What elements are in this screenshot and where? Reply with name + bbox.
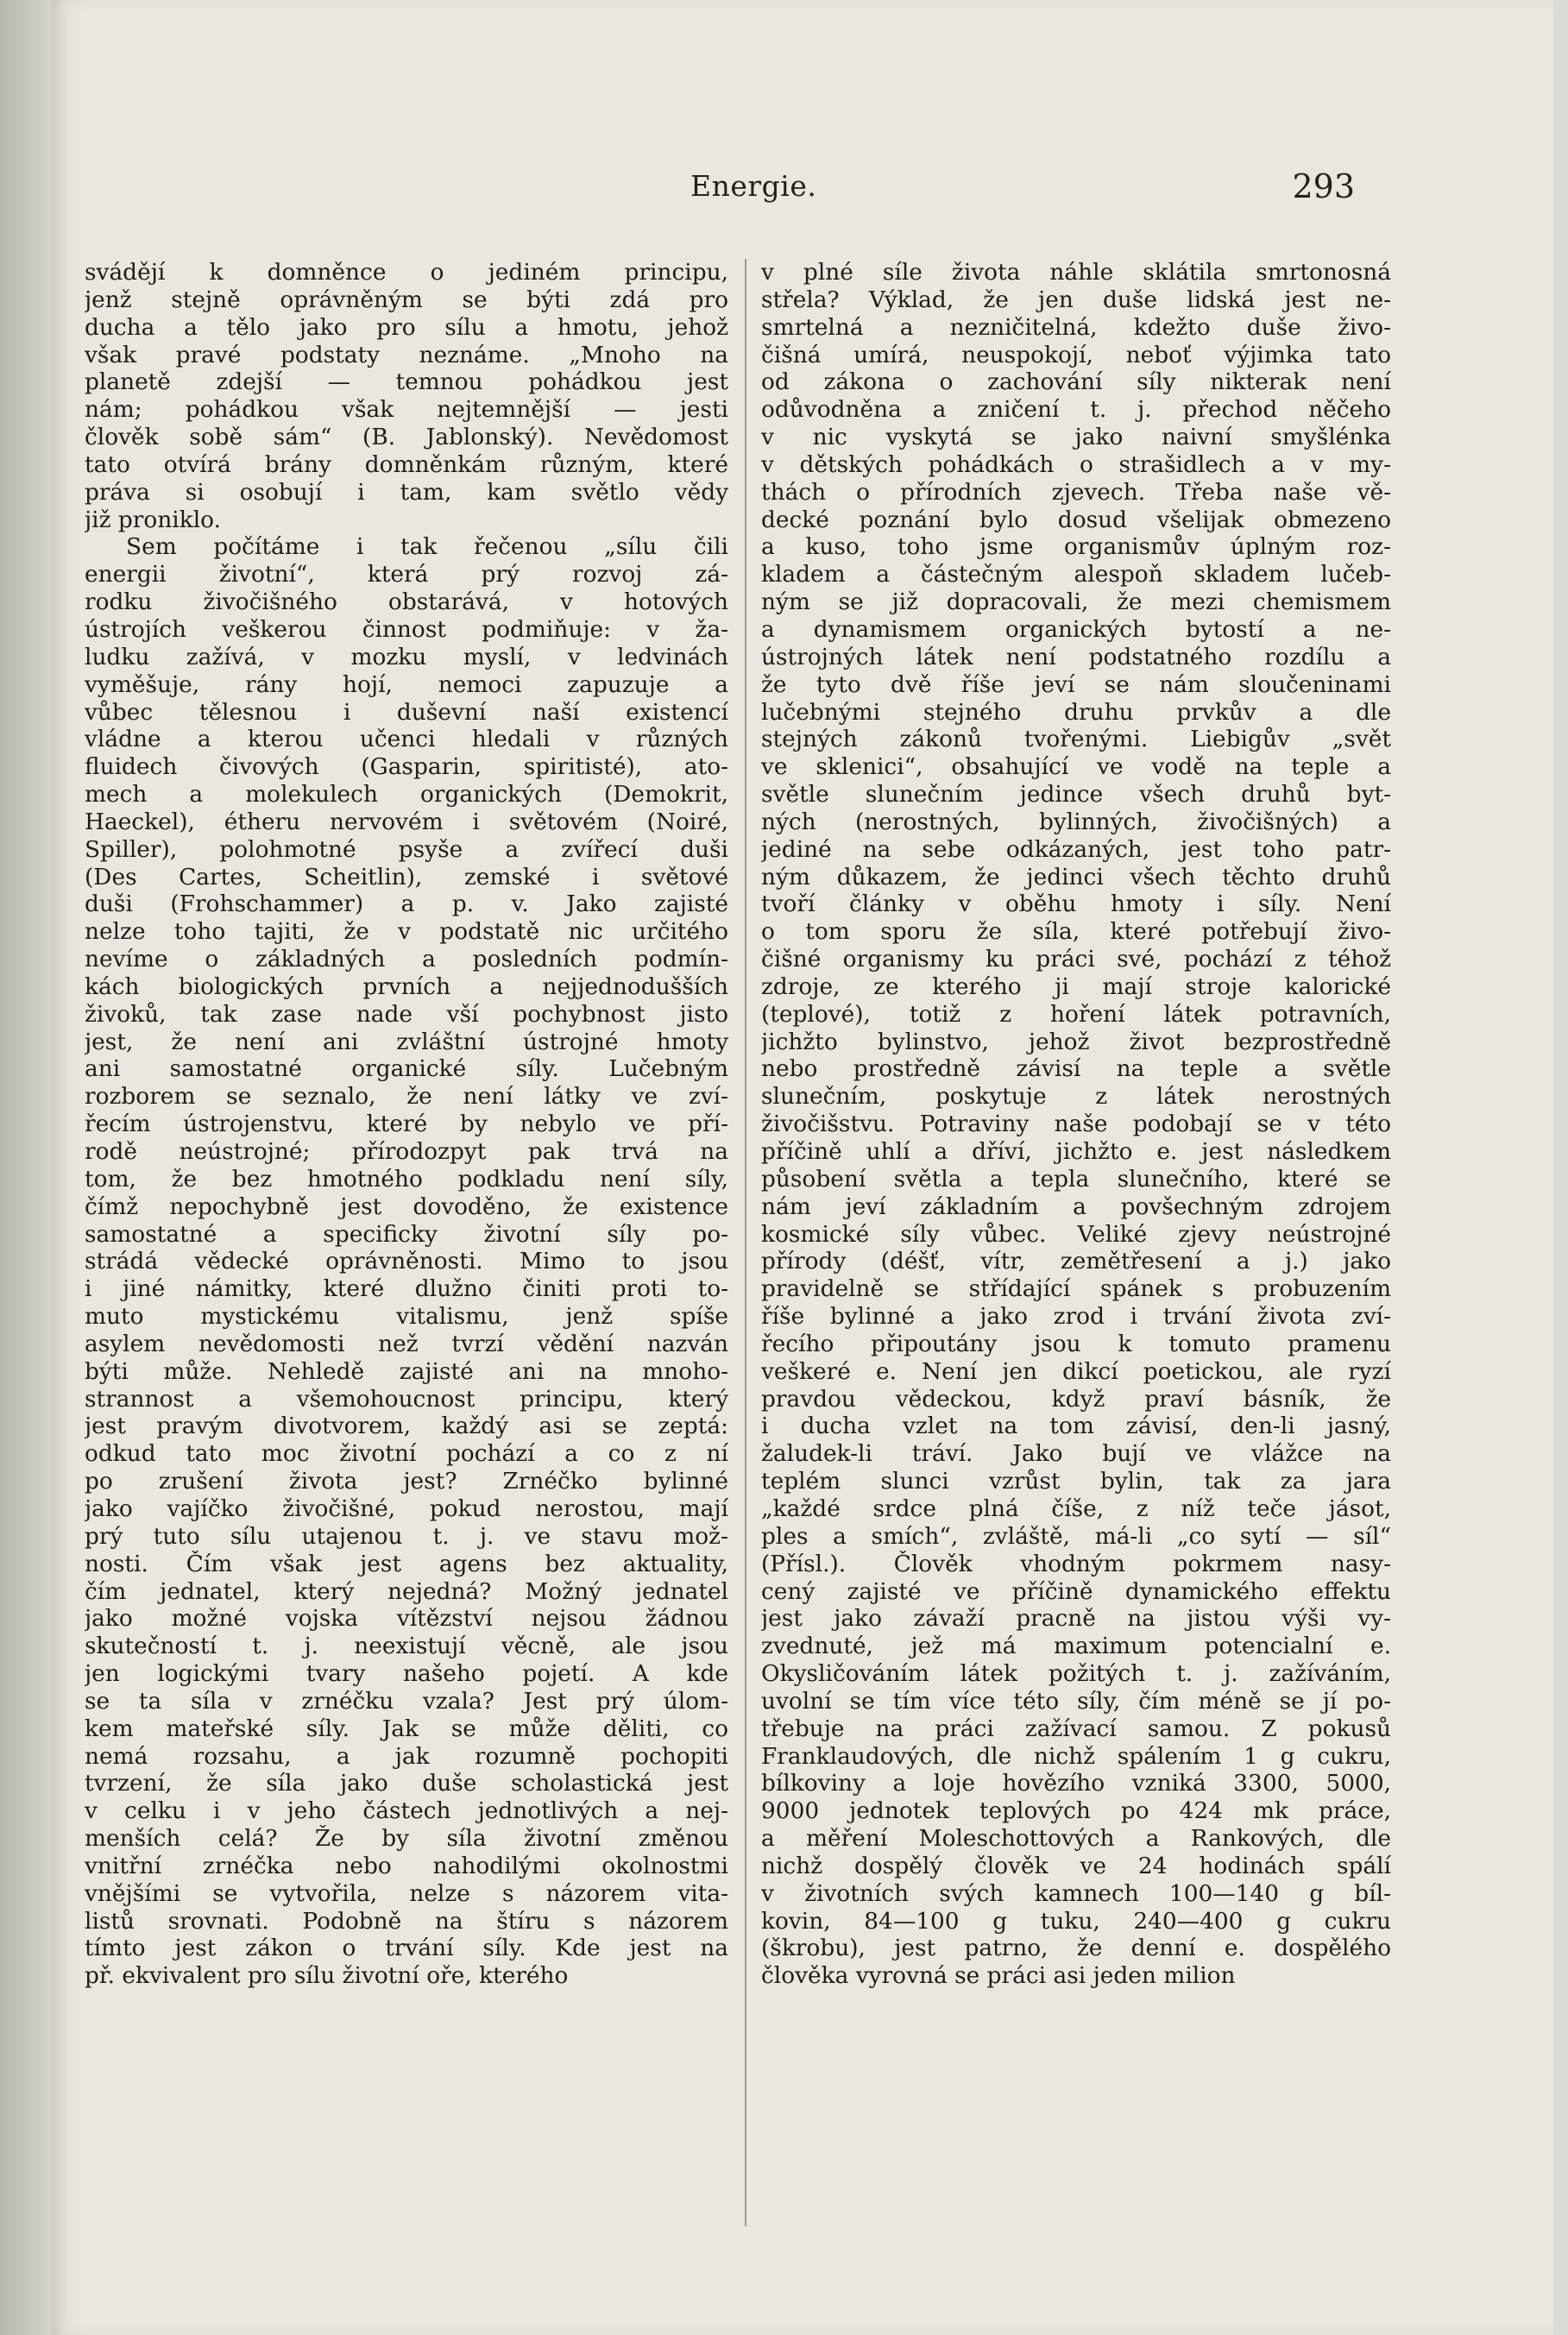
text-line: kovin, 84—100 g tuku, 240—400 g cukru [761,1907,1391,1935]
text-line: nosti. Čím však jest agens bez aktuality, [85,1550,728,1577]
text-line: cený zajisté ve příčině dynamického effektu [761,1577,1391,1605]
text-line: teplém slunci vzrůst bylin, tak za jara [761,1468,1391,1495]
text-line: muto mystickému vitalismu, jenž spíše [85,1303,728,1331]
text-line: fluidech čivových (Gasparin, spiritisté), ato- [85,753,728,781]
text-line: Spiller), polohmotné psyše a zvířecí duši [85,835,728,863]
text-line: jest pravým divotvorem, každý asi se zeptá: [85,1413,728,1440]
text-line: ústrojných látek není podstatného rozdílu a [761,643,1391,670]
text-line: nebo prostředně závisí na teple a světle [761,1055,1391,1083]
text-line: o tom sporu že síla, které potřebují živo- [761,918,1391,946]
text-line: skutečností t. j. neexistují věcně, ale jsou [85,1633,728,1660]
text-line: ných (nerostných, bylinných, živočišných) a [761,808,1391,835]
text-line: i ducha vzlet na tom závisí, den-li jasný, [761,1413,1391,1440]
text-line: býti může. Nehledě zajisté ani na mnoho- [85,1357,728,1385]
text-line: Franklaudových, dle nichž spálením 1 g cukru, [761,1742,1391,1770]
text-line: rozborem se seznalo, že není látky ve zví- [85,1083,728,1111]
text-line: přírody (déšť, vítr, zemětřesení a j.) jako [761,1248,1391,1275]
text-line: člověk sobě sám“ (B. Jablonský). Nevědomost [85,424,728,451]
text-line: kosmické síly vůbec. Veliké zjevy neústrojné [761,1220,1391,1248]
text-line: živoků, tak zase nade vší pochybnost jisto [85,1000,728,1028]
text-line: menších celá? Že by síla životní změnou [85,1825,728,1853]
text-line: po zrušení života jest? Zrnéčko bylinné [85,1468,728,1495]
text-line: a dynamismem organických bytostí a ne- [761,615,1391,643]
text-line: a kuso, toho jsme organismův úplným roz- [761,533,1391,561]
text-line: odůvodněna a zničení t. j. přechod něčeho [761,396,1391,424]
text-line: žaludek-li tráví. Jako bují ve vlážce na [761,1440,1391,1468]
text-line: čišná umírá, neuspokojí, neboť výjimka tato [761,341,1391,368]
text-line: smrtelná a nezničitelná, kdežto duše živo- [761,313,1391,341]
text-line: v plné síle života náhle sklátila smrtonosná [761,259,1391,286]
text-line: Sem počítáme i tak řečenou „sílu čili [126,533,728,561]
text-line: již proniklo. [85,506,221,533]
text-line: a měření Moleschottových a Rankových, dle [761,1825,1391,1853]
text-line: nemá rozsahu, a jak rozumně pochopiti [85,1742,728,1770]
text-line: vůbec tělesnou i duševní naší existencí [85,698,728,726]
text-line: duši (Frohschammer) a p. v. Jako zajisté [85,891,728,918]
text-line: působení světla a tepla slunečního, které se [761,1165,1391,1193]
text-line: (Přísl.). Člověk vhodným pokrmem nasy- [761,1550,1391,1577]
text-line: př. ekvivalent pro sílu životní oře, kterého [85,1962,569,1990]
text-line: 9000 jednotek teplových po 424 mk práce, [761,1797,1391,1825]
text-line: strannost a všemohoucnost principu, který [85,1385,728,1413]
text-line: že tyto dvě říše jeví se nám sloučeninami [761,670,1391,698]
text-line: samostatné a specificky životní síly po- [85,1220,728,1248]
text-line: řecím ústrojenstvu, které by nebylo ve pří- [85,1111,728,1138]
text-line: thách o přírodních zjevech. Třeba naše vě- [761,478,1391,506]
text-line: ným důkazem, že jedinci všech těchto druhů [761,863,1391,891]
right-text-column [761,259,1391,1990]
text-line: kladem a částečným alespoň skladem lučeb- [761,561,1391,588]
text-line: i jiné námitky, které dlužno činiti proti to- [85,1275,728,1303]
text-line: ples a smích“, zvláště, má-li „co sytí — síl“ [761,1522,1391,1550]
text-line: jako vajíčko živočišné, pokud nerostou, mají [85,1495,728,1522]
page-header [673,169,1372,212]
text-line: stejných zákonů tvořenými. Liebigův „svět [761,726,1391,753]
text-line: jen logickými tvary našeho pojetí. A kde [85,1660,728,1688]
text-line: tvoří články v oběhu hmoty i síly. Není [761,891,1391,918]
text-line: nelze toho tajiti, že v podstatě nic určitého [85,918,728,946]
text-line: v nic vyskytá se jako naivní smyšlénka [761,424,1391,451]
text-line: jediné na sebe odkázaných, jest toho patr- [761,835,1391,863]
text-line: lučebnými stejného druhu prvkův a dle [761,698,1391,726]
text-line: zvednuté, jež má maximum potencialní e. [761,1633,1391,1660]
text-line: ducha a tělo jako pro sílu a hmotu, jehož [85,313,728,341]
text-line: čímž nepochybně jest dovoděno, že existence [85,1193,728,1220]
text-line: asylem nevědomosti než tvrzí vědění nazván [85,1330,728,1357]
text-line: Haeckel), étheru nervovém i světovém (Noiré, [85,808,728,835]
text-line: nevíme o základných a posledních podmín- [85,946,728,973]
text-line: svádějí k domněnce o jediném principu, [85,259,728,286]
text-line: jako možné vojska vítězství nejsou žádnou [85,1605,728,1633]
text-line: planetě zdejší — temnou pohádkou jest [85,368,728,396]
text-line: tato otvírá brány domněnkám různým, které [85,450,728,478]
text-line: jenž stejně oprávněným se býti zdá pro [85,286,728,313]
text-line: kách biologických prvních a nejjednodušších [85,972,728,1000]
text-line: vnějšími se vytvořila, nelze s názorem vita- [85,1879,728,1907]
column-divider [745,259,746,2226]
text-line: bílkoviny a loje hovězího vzniká 3300, 5000, [761,1770,1391,1797]
text-line: nám; pohádkou však nejtemnější — jesti [85,396,728,424]
text-line: mech a molekulech organických (Demokrit, [85,781,728,809]
text-line: uvolní se tím více této síly, čím méně se jí po- [761,1687,1391,1715]
text-line: tímto jest zákon o trvání síly. Kde jest na [85,1935,728,1962]
text-line: příčině uhlí a dříví, jichžto e. jest následkem [761,1138,1391,1165]
text-line: čišné organismy ku práci své, pochází z téhož [761,946,1391,973]
text-line: rodku živočišného obstarává, v hotových [85,588,728,616]
text-line: strádá vědecké oprávněnosti. Mimo to jsou [85,1248,728,1275]
page-number: 293 [1292,167,1355,205]
text-line: říše bylinné a jako zrod i trvání života zví- [761,1303,1391,1331]
text-line: střela? Výklad, že jen duše lidská jest ne- [761,286,1391,313]
text-line: řecího připoutány jsou k tomuto pramenu [761,1330,1391,1357]
text-line: Okysličováním látek požitých t. j. zažíváním, [761,1660,1391,1688]
text-line: energii životní“, která prý rozvoj zá- [85,561,728,588]
text-line: jest jako závaží pracně na jistou výši vy- [761,1605,1391,1633]
text-line: vnitřní zrnéčka nebo nahodilými okolnostmi [85,1852,728,1879]
text-line: třebuje na práci zažívací samou. Z pokusů [761,1715,1391,1742]
text-line: se ta síla v zrnéčku vzala? Jest prý úlom- [85,1687,728,1715]
text-line: jest, že není ani zvláštní ústrojné hmoty [85,1028,728,1055]
text-line: živočišstvu. Potraviny naše podobají se v této [761,1111,1391,1138]
text-line: rodě neústrojné; přírodozpyt pak trvá na [85,1138,728,1165]
text-line: pravdou vědeckou, když praví básník, že [761,1385,1391,1413]
text-line: (škrobu), jest patrno, že denní e. dospělého [761,1935,1391,1962]
text-line: však pravé podstaty neznáme. „Mnoho na [85,341,728,368]
text-line: „každé srdce plná číše, z níž teče jásot, [761,1495,1391,1522]
text-line: ani samostatné organické síly. Lučebným [85,1055,728,1083]
text-line: (Des Cartes, Scheitlin), zemské i světové [85,863,728,891]
text-line: prý tuto sílu utajenou t. j. ve stavu mož- [85,1522,728,1550]
text-line: slunečním, poskytuje z látek nerostných [761,1083,1391,1111]
text-line: světle slunečním jedince všech druhů byt- [761,781,1391,809]
text-line: vyměšuje, rány hojí, nemoci zapuzuje a [85,670,728,698]
text-line: ústrojích veškerou činnost podmiňuje: v ža- [85,615,728,643]
text-line: práva si osobují i tam, kam světlo vědy [85,478,728,506]
text-line: kem mateřské síly. Jak se může děliti, co [85,1715,728,1742]
text-line: člověka vyrovná se práci asi jeden milion [761,1962,1236,1990]
text-line: listů srovnati. Podobně na štíru s názorem [85,1907,728,1935]
text-line: v dětských pohádkách o strašidlech a v my- [761,450,1391,478]
text-line: ludku zažívá, v mozku myslí, v ledvinách [85,643,728,670]
text-line: (teplové), totiž z hoření látek potravních, [761,1000,1391,1028]
text-line: vládne a kterou učenci hledali v různých [85,726,728,753]
text-line: jichžto bylinstvo, jehož život bezprostředně [761,1028,1391,1055]
text-line: zdroje, ze kterého ji mají stroje kalorické [761,972,1391,1000]
text-line: odkud tato moc životní pochází a co z ní [85,1440,728,1468]
text-line: od zákona o zachování síly nikterak není [761,368,1391,396]
running-head: Energie. [690,169,817,203]
text-line: tvrzení, že síla jako duše scholastická jest [85,1770,728,1797]
text-line: ným se již dopracovali, že mezi chemismem [761,588,1391,616]
text-line: decké poznání bylo dosud všelijak obmezeno [761,506,1391,533]
left-text-column [85,259,728,1990]
text-line: čím jednatel, který nejedná? Možný jednatel [85,1577,728,1605]
text-line: pravidelně se střídající spánek s probuzením [761,1275,1391,1303]
text-line: v celku i v jeho částech jednotlivých a nej- [85,1797,728,1825]
text-line: nám jeví základním a povšechným zdrojem [761,1193,1391,1220]
text-line: veškeré e. Není jen dikcí poetickou, ale ryzí [761,1357,1391,1385]
book-gutter [0,0,52,2335]
text-line: tom, že bez hmotného podkladu není síly, [85,1165,728,1193]
text-line: nichž dospělý člověk ve 24 hodinách spálí [761,1852,1391,1879]
text-line: v životních svých kamnech 100—140 g bíl- [761,1879,1391,1907]
text-line: ve sklenici“, obsahující ve vodě na teple a [761,753,1391,781]
